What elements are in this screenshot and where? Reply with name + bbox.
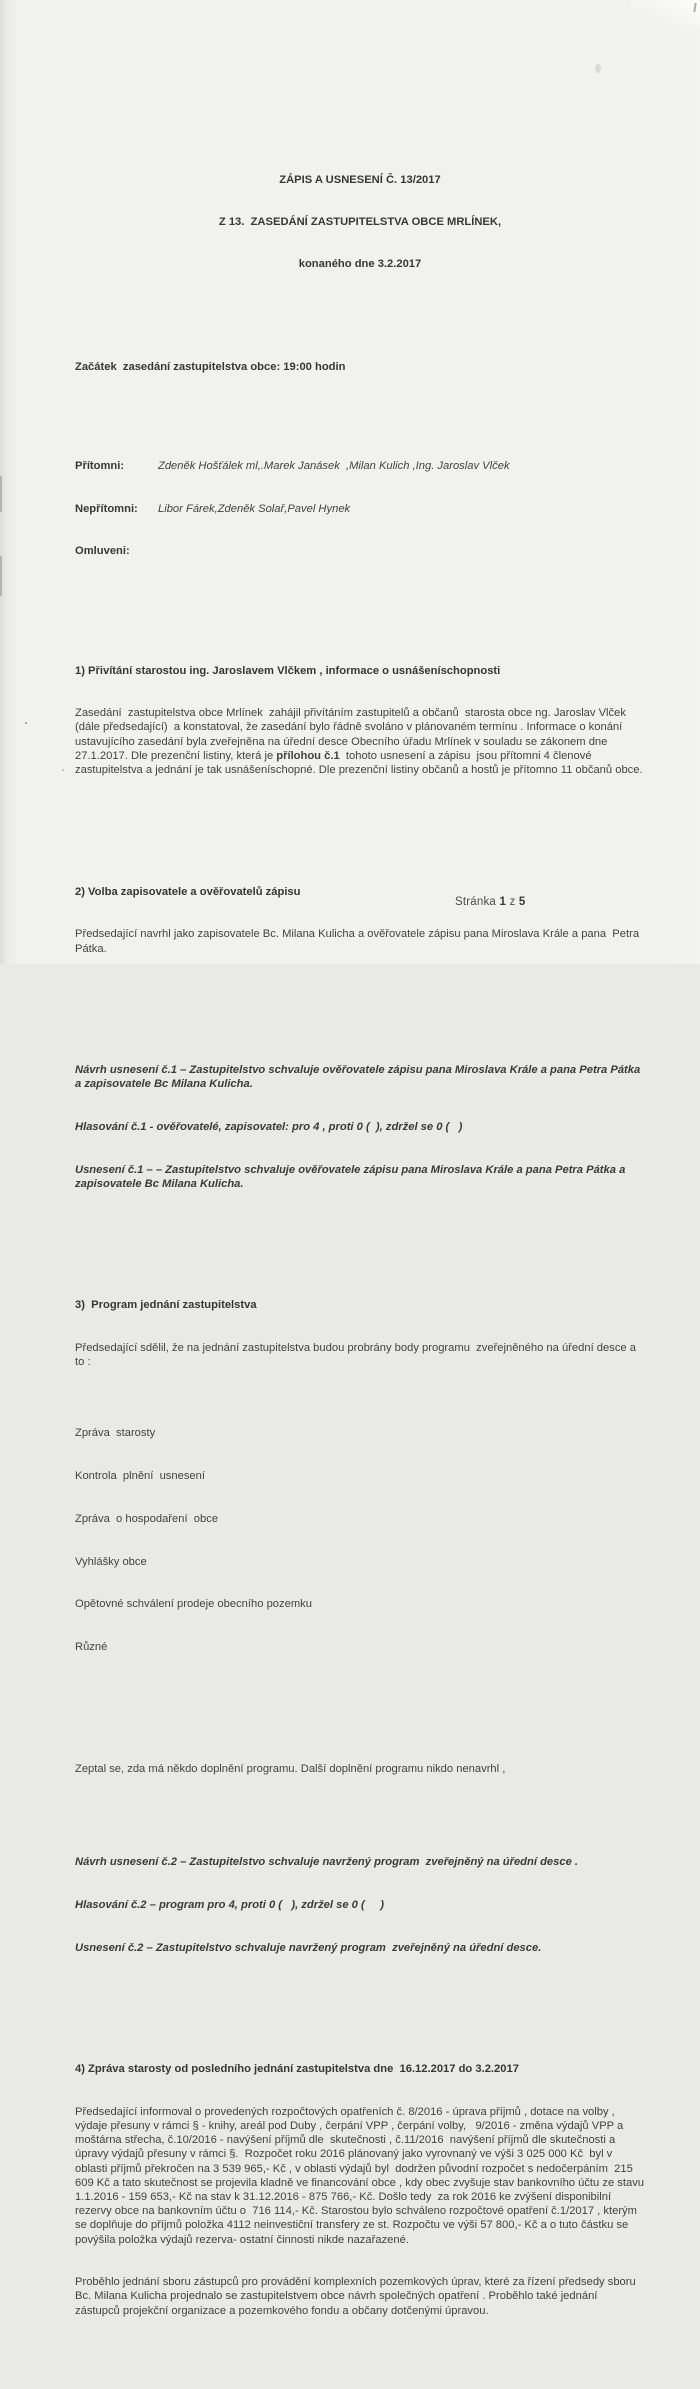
resolution-1-proposal: Návrh usnesení č.1 – Zastupitelstvo schvaluje ověřovatele zápisu pana Miroslava Krále a pana Petra Pátka a zapisovatele Bc Milana Kulicha. — [75, 1064, 644, 1091]
scan-corner-highlight — [630, 0, 700, 26]
attendance-row-present — [75, 459, 645, 473]
agenda-list — [75, 1398, 645, 1683]
scan-edge-artifact — [0, 556, 2, 596]
resolution-block-1 — [75, 1035, 645, 1220]
section-1-heading: 1) Přivítání starostou ing. Jaroslavem Vlčkem , informace o usnášeníschopnosti — [75, 664, 501, 677]
agenda-item: Zpráva o hospodaření obce — [75, 1512, 219, 1525]
section-4-body-2: Proběhlo jednání sboru zástupců pro provádění komplexních pozemkových úprav, které za řízení předsedy sboru Bc. Milana Kulicha projednalo se zastupitelstvem obce návrh společných opatření . Proběhlo také jednání zástupců projekční organizace a pozemkového fondu a občany dotčenými úpravou. — [75, 2276, 642, 2317]
attendance-label: Nepřítomni: — [75, 502, 138, 515]
agenda-item: Kontrola plnění usnesení — [75, 1470, 205, 1483]
section-2-body: Předsedající navrhl jako zapisovatele Bc. Milana Kulicha a ověřovatele zápisu pana Miroslava Krále a pana Petra Pátka. — [75, 928, 643, 955]
section-1 — [75, 635, 645, 805]
section-1-body-post: tohoto usnesení a zápisu jsou přítomni 4 členové zastupitelstva a jednání je tak usnášeníschopné. Dle prezenční listiny občanů a hostů je přítomno 11 občanů obce. — [75, 749, 643, 777]
section-1-body-bold: přílohou č.1 — [276, 749, 340, 762]
scan-edge-artifact — [0, 476, 2, 512]
footer-page-number: 1 — [499, 896, 507, 908]
section-4-heading: 4) Zpráva starosty od posledního jednání zastupitelstva dne 16.12.2017 do 3.2.2017 — [75, 2063, 519, 2076]
document-title — [75, 145, 645, 299]
attendance-label: Omluveni: — [75, 545, 130, 558]
agenda-item: Vyhlášky obce — [75, 1555, 147, 1568]
section-1-body-pre: Zasedání zastupitelstva obce Mrlínek zahájil přivítáním zastupitelů a občanů starosta obce ng. Jaroslav Vlček (dále předsedající) a konstatoval, že zasedání bylo řádně svoláno v plánovaném termínu . Informace o konání ustavujícího zasedání byla zveřejněna na úřední desce Obecního úřadu Mrlínek v souladu se zákonem dne 27.1.2017. Dle prezenční listiny, která je — [75, 707, 630, 762]
resolution-1-vote: Hlasování č.1 - ověřovatelé, zapisovatel: pro 4 , proti 0 ( ), zdržel se 0 ( ) — [75, 1120, 463, 1133]
agenda-item: Opětovné schválení prodeje obecního pozemku — [75, 1598, 312, 1611]
resolution-block-2 — [75, 1827, 645, 1983]
resolution-2-proposal: Návrh usnesení č.2 – Zastupitelstvo schvaluje navržený program zveřejněný na úřední desce . — [75, 1856, 579, 1869]
section-2 — [75, 856, 645, 984]
footer-total-pages: 5 — [518, 896, 526, 908]
attendance-label: Přítomni: — [75, 460, 125, 473]
section-3-intro: Předsedající sdělil, že na jednání zastupitelstva budou probrány body programu zveřejněného na úřední desce a to : — [75, 1342, 640, 1369]
section-2-heading: 2) Volba zapisovatele a ověřovatelů zápisu — [75, 885, 301, 898]
document-content — [75, 102, 648, 2389]
scan-speck — [62, 769, 64, 771]
attendance-value: Libor Fárek,Zdeněk Solař,Pavel Hynek — [158, 502, 351, 515]
resolution-2-decision: Usnesení č.2 – Zastupitelstvo schvaluje navržený program zveřejněný na úřední desce. — [75, 1941, 542, 1954]
section-4-body-1: Předsedající informoval o provedených rozpočtových opatřeních č. 8/2016 - úprava příjmů , dotace na volby , výdaje přesuny v rámci § - knihy, areál pod Duby , čerpání VPP , čerpání volby, 9/2016 - změna výdajů VPP a moštárna střecha, č.10/2016 - navýšení příjmů dle skutečnosti , č.11/2016 navýšení příjmů dle skutečnosti a úpravy výdajů přesuny v rámci §. Rozpočet roku 2016 plánovaný jako vyrovnaný ve výši 3 025 000 Kč byl v oblasti příjmů překročen na 3 539 965,- Kč , v oblasti výdajů byl dodržen původní rozpočet s nedočerpáním 215 609 Kč a tato skutečnost se projevila kladně ve financování obce , kdy obec zvyšuje stav bankovního účtu ze stavu 1.1.2016 - 159 653,- Kč na stav k 31.12.2016 - 875 766,- Kč. Došlo tedy za rok 2016 ke zvýšení disponibilní rezervy obce na bankovním účtu o 716 114,- Kč. Starostou bylo schváleno rozpočtové opatření č.1/2017 , kterým se doplňuje do příjmů položka 4112 neinvestiční transfery ze st. Rozpočtu ve výši 57 800,- Kč a o tuto částku se povýšila položka výdajů rezerva- ostatní činnosti nikde nazařazené. — [75, 2105, 648, 2246]
section-3 — [75, 1270, 645, 1712]
page-number-footer — [455, 896, 525, 908]
section-1-body — [75, 706, 645, 777]
agenda-item: Různé — [75, 1641, 108, 1654]
attendance-list — [75, 431, 645, 587]
section-4 — [75, 2034, 648, 2346]
attendance-value: Zdeněk Hošťálek ml,.Marek Janásek ,Milan Kulich ,Ing. Jaroslav Vlček — [158, 460, 510, 473]
title-line-2: Z 13. ZASEDÁNÍ ZASTUPITELSTVA OBCE MRLÍNEK, — [218, 215, 502, 228]
title-line-1: ZÁPIS A USNESENÍ Č. 13/2017 — [279, 173, 441, 186]
footer-label: Stránka — [455, 896, 497, 908]
title-line-3: konaného dne 3.2.2017 — [298, 257, 422, 270]
scan-speck — [25, 722, 27, 724]
section-3-outro: Zeptal se, zda má někdo doplnění programu. Další doplnění programu nikdo nenavrhl , — [75, 1763, 506, 1776]
footer-separator: z — [509, 896, 516, 908]
attendance-row-excused — [75, 544, 645, 558]
meeting-start-time: Začátek zasedání zastupitelstva obce: 19:00 hodin — [75, 361, 346, 374]
resolution-2-vote: Hlasování č.2 – program pro 4, proti 0 ( ), zdržel se 0 ( ) — [75, 1898, 384, 1911]
section-3-heading: 3) Program jednání zastupitelstva — [75, 1299, 257, 1312]
agenda-item: Zpráva starosty — [75, 1427, 156, 1440]
attendance-row-absent — [75, 502, 645, 516]
scan-smudge — [595, 64, 601, 73]
resolution-1-decision: Usnesení č.1 – – Zastupitelstvo schvaluje ověřovatele zápisu pana Miroslava Krále a pana Petra Pátka a zapisovatele Bc Milana Kulicha. — [75, 1163, 629, 1190]
